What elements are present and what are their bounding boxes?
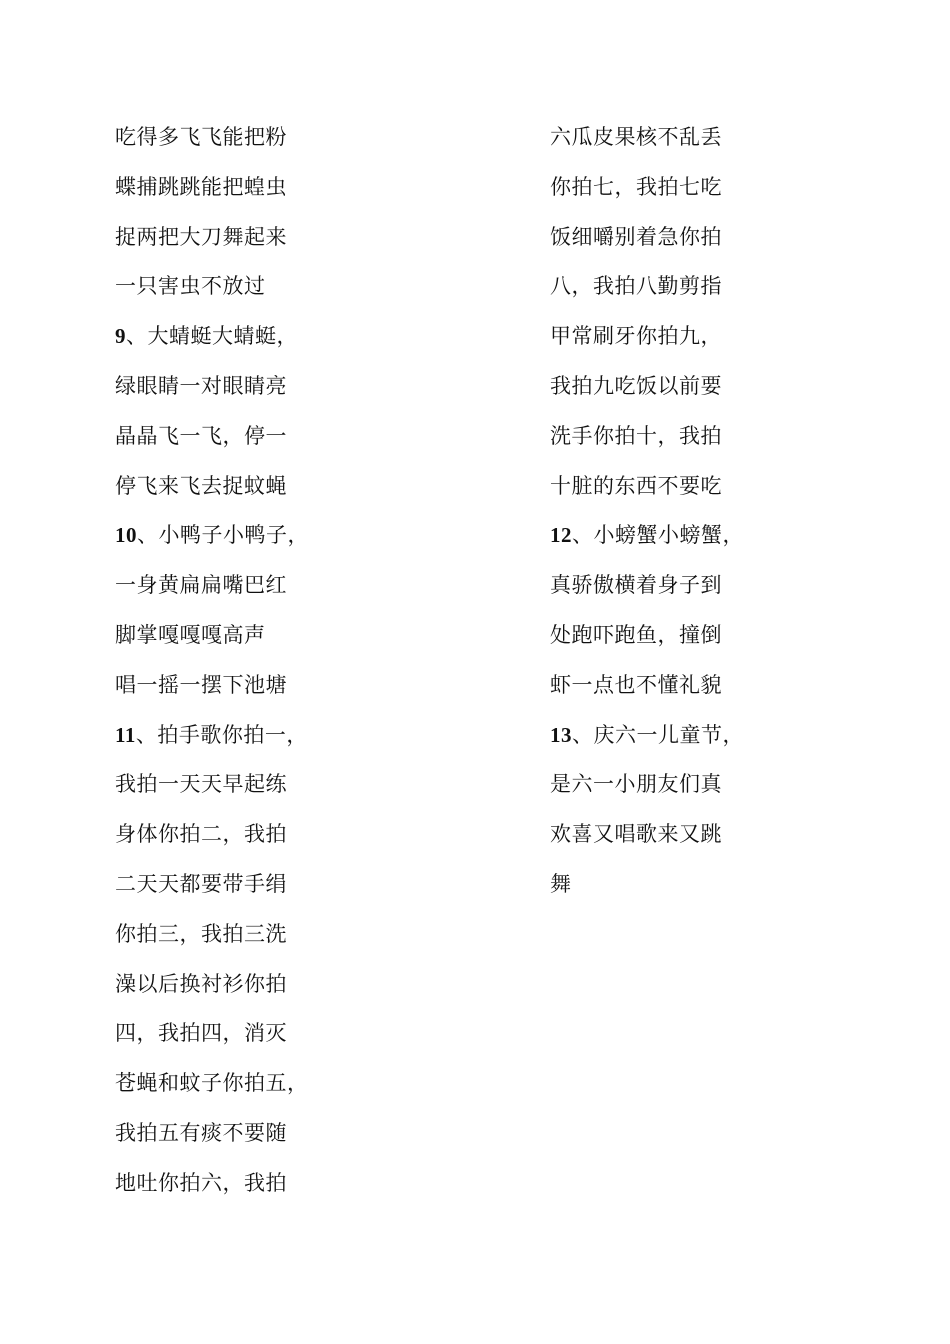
text-line: 一只害虫不放过 <box>115 274 266 299</box>
text-line: 身体你拍二，我拍 <box>115 822 287 847</box>
text-line: 舞 <box>550 871 572 896</box>
text-line: 饭细嚼别着急你拍 <box>550 224 722 249</box>
text-line: 绿眼睛一对眼睛亮 <box>115 373 287 398</box>
text-line: 我拍五有痰不要随 <box>115 1120 287 1145</box>
text-line: 六瓜皮果核不乱丢 <box>550 125 722 149</box>
text-line: 我拍一天天早起练 <box>115 772 287 797</box>
text-line: 十脏的东西不要吃 <box>550 473 722 498</box>
right-text-column <box>550 113 910 910</box>
text-line: 八，我拍八勤剪指 <box>550 274 722 299</box>
text-line: 苍蝇和蚊子你拍五， <box>115 1071 309 1096</box>
left-text-column <box>115 113 475 1209</box>
text-line: 我拍九吃饭以前要 <box>550 373 722 398</box>
text-line: 蝶捕跳跳能把蝗虫 <box>115 174 287 199</box>
text-line: 一身黄扁扁嘴巴红 <box>115 573 287 598</box>
text-line: 处跑吓跑鱼，撞倒 <box>550 622 722 647</box>
text-line: 澡以后换衬衫你拍 <box>115 971 287 996</box>
text-line: 捉两把大刀舞起来 <box>115 224 287 249</box>
text-line: 10、小鸭子小鸭子， <box>115 523 309 548</box>
text-line: 11、拍手歌你拍一， <box>115 722 308 747</box>
text-line: 二天天都要带手绢 <box>115 871 287 896</box>
text-line: 13、庆六一儿童节， <box>550 722 744 747</box>
text-line: 真骄傲横着身子到 <box>550 573 722 598</box>
text-line: 晶晶飞一飞，停一 <box>115 423 287 448</box>
text-line: 你拍七，我拍七吃 <box>550 174 722 199</box>
text-line: 脚掌嘎嘎嘎高声 <box>115 622 266 647</box>
text-line: 四，我拍四，消灭 <box>115 1021 287 1046</box>
text-line: 停飞来飞去捉蚊蝇 <box>115 473 287 498</box>
text-line: 唱一摇一摆下池塘 <box>115 672 287 697</box>
text-line: 9、大蜻蜓大蜻蜓， <box>115 324 298 349</box>
text-line: 吃得多飞飞能把粉 <box>115 125 287 149</box>
text-line: 地吐你拍六，我拍 <box>115 1170 287 1195</box>
text-line: 甲常刷牙你拍九， <box>550 324 722 349</box>
text-line: 洗手你拍十，我拍 <box>550 423 722 448</box>
text-line: 虾一点也不懂礼貌 <box>550 672 722 697</box>
text-line: 你拍三，我拍三洗 <box>115 921 287 946</box>
text-line: 是六一小朋友们真 <box>550 772 722 797</box>
text-line: 欢喜又唱歌来又跳 <box>550 822 722 847</box>
text-line: 12、小螃蟹小螃蟹， <box>550 523 744 548</box>
